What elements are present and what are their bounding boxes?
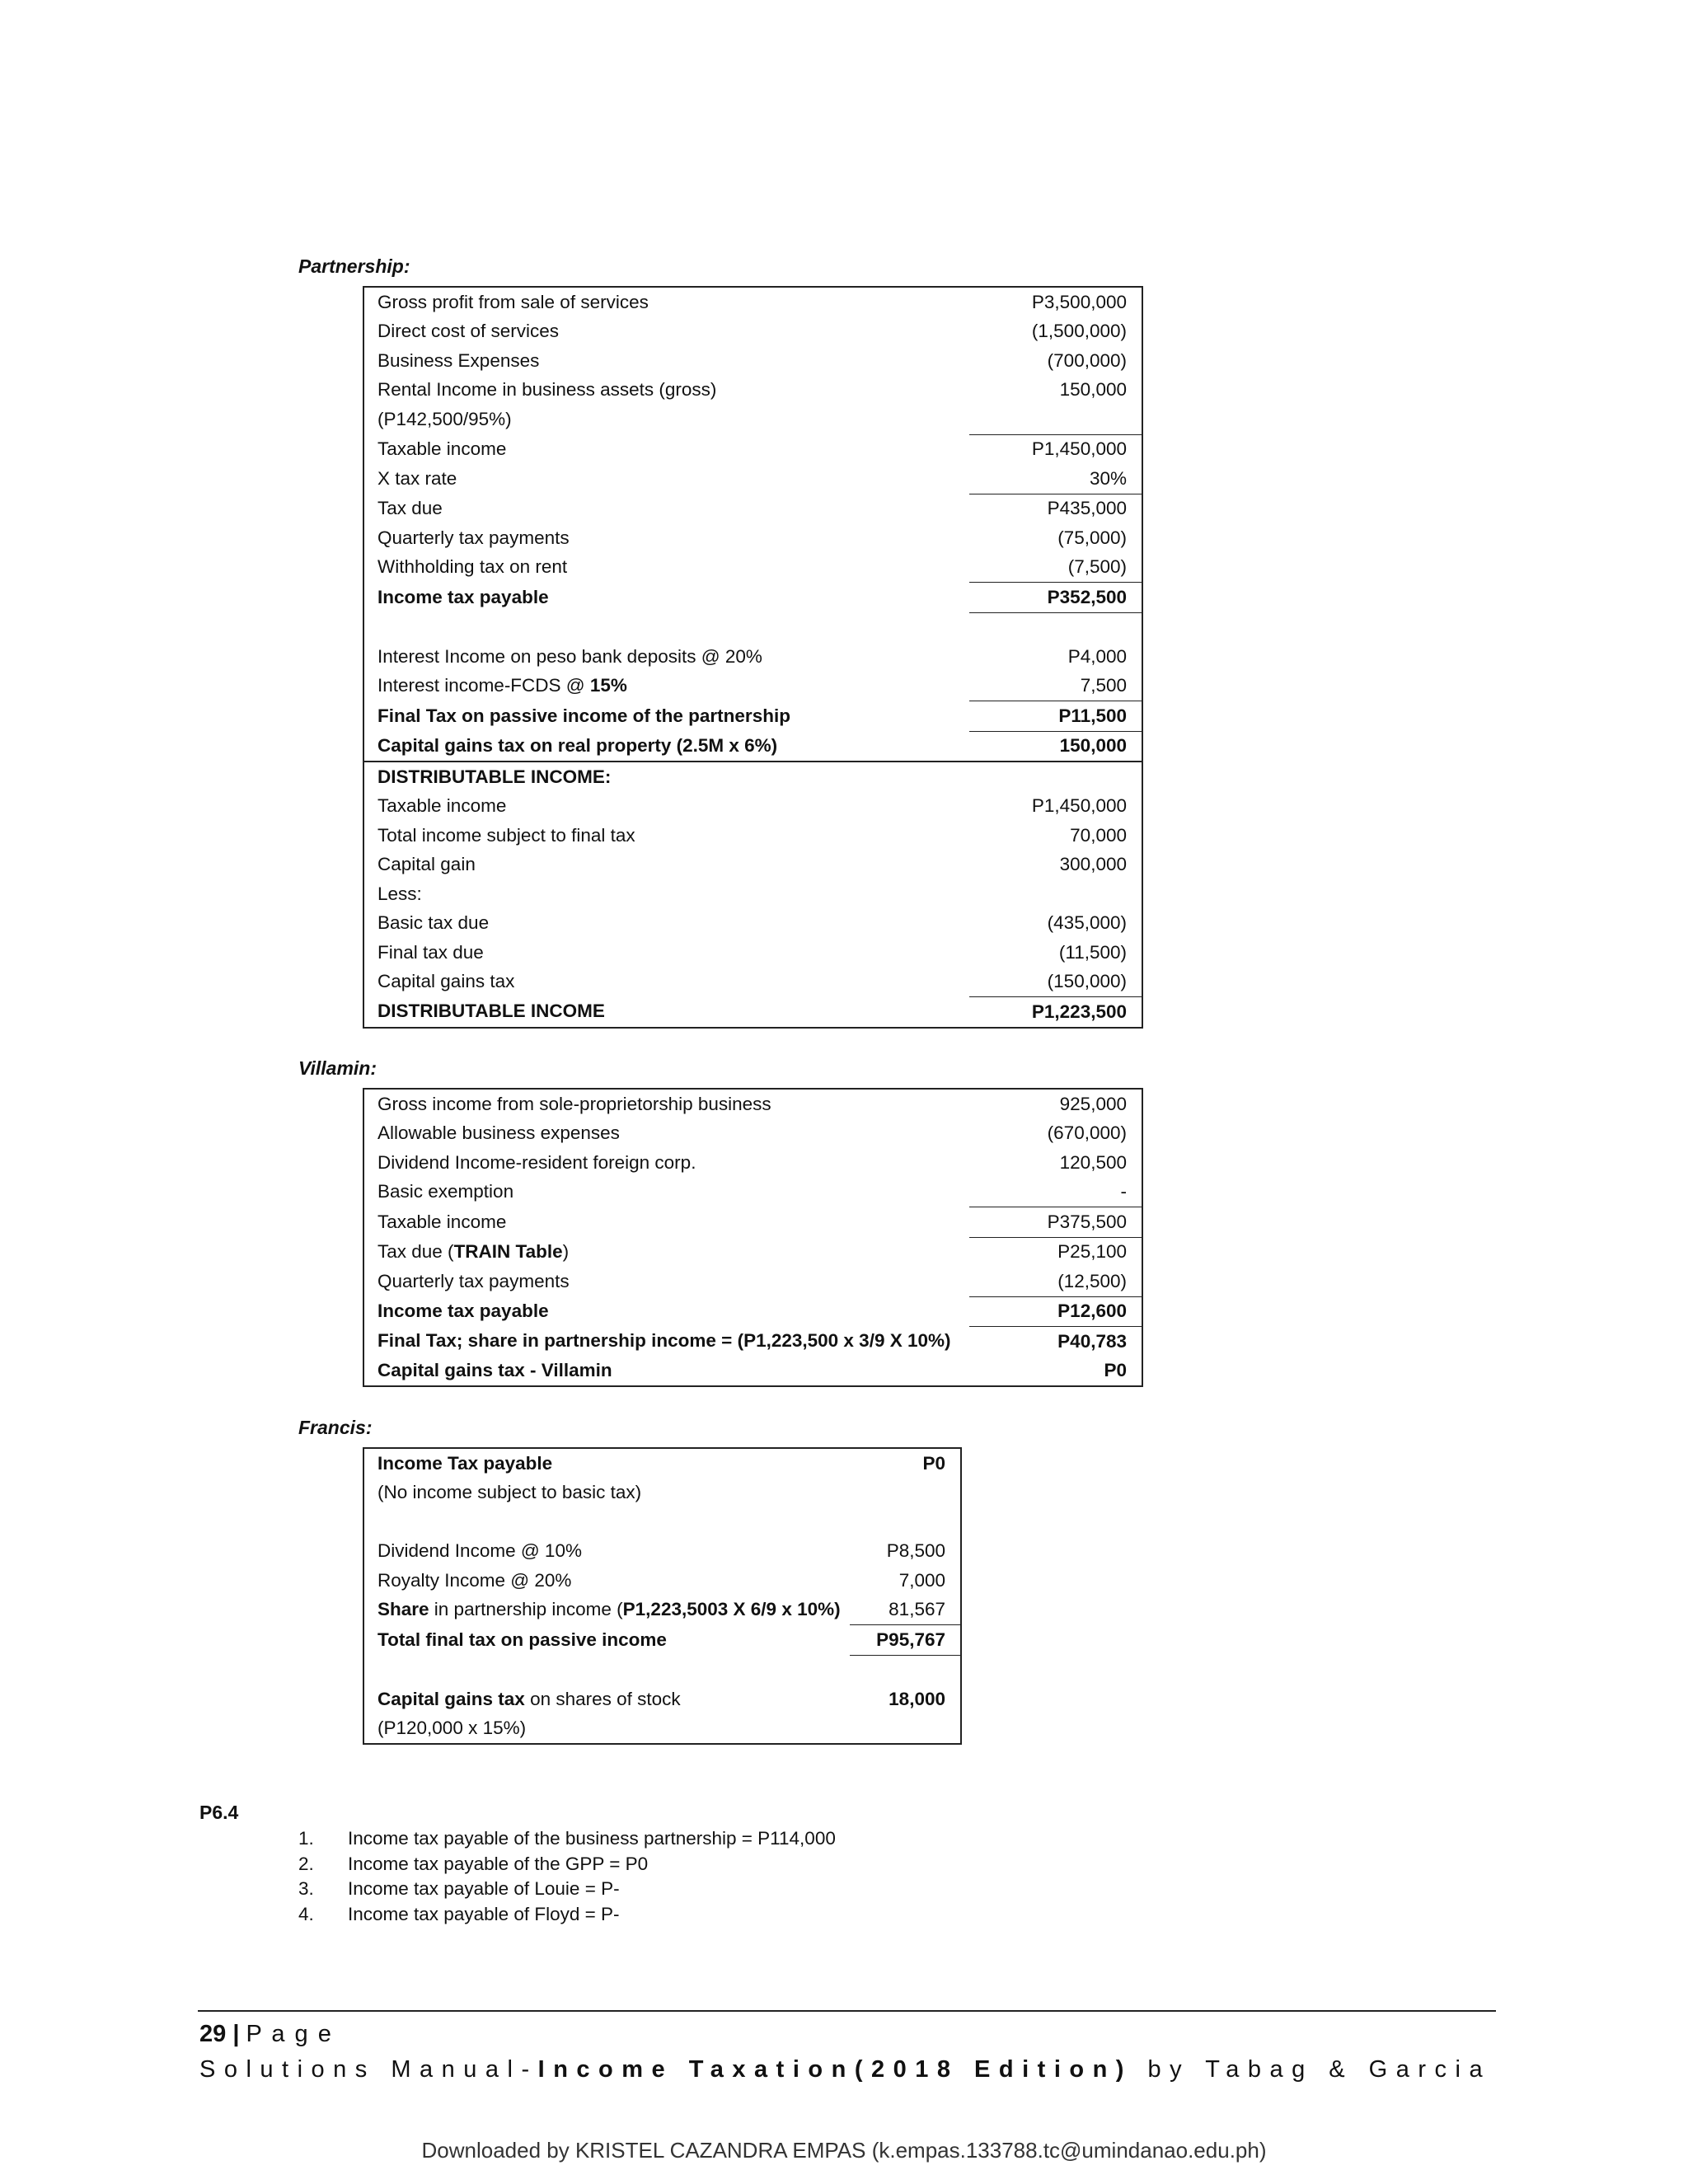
table-row: Capital gain 300,000 [377, 854, 1127, 874]
table-row: Quarterly tax payments (75,000) [377, 527, 1127, 548]
table-row: Basic tax due (435,000) [377, 912, 1127, 933]
table-row: Taxable income P1,450,000 [363, 434, 1142, 464]
partnership-table [363, 286, 1143, 1029]
table-row: Capital gains tax (150,000) [377, 971, 1127, 992]
table-row: Income tax payable P352,500 [363, 583, 1142, 613]
francis-title: Francis: [298, 1417, 373, 1438]
table-row: Gross income from sole-proprietorship business 925,000 [377, 1093, 1127, 1114]
table-row: Less: [377, 883, 422, 904]
book-title: Solutions Manual-Income Taxation(2018 Edition) by Tabag & Garcia [199, 2056, 1492, 2083]
table-row [363, 1655, 961, 1685]
table-row: Final Tax; share in partnership income = (P1,223,500 x 3/9 X 10%) P40,783 [363, 1327, 1142, 1357]
list-item: 4. Income tax payable of Floyd = P- [298, 1903, 620, 1924]
table-row: Interest income-FCDS @ 15% 7,500 [377, 675, 1127, 696]
table-row: Share in partnership income (P1,223,5003 X 6/9 x 10%) 81,567 [377, 1599, 945, 1620]
table-row: Final Tax on passive income of the partnership P11,500 [363, 701, 1142, 732]
table-row: Tax due (TRAIN Table) P25,100 [363, 1237, 1142, 1267]
table-row: Basic exemption - [377, 1181, 1127, 1202]
table-row: Quarterly tax payments (12,500) [377, 1270, 1127, 1291]
table-row: X tax rate 30% [377, 467, 1127, 489]
table-row: (P142,500/95%) [377, 408, 512, 429]
table-row: Withholding tax on rent (7,500) [377, 556, 1127, 578]
table-row: Capital gains tax - Villamin P0 [377, 1360, 1127, 1380]
table-row: Capital gains tax on shares of stock 18,000 [377, 1688, 945, 1709]
table-row: Business Expenses (700,000) [377, 349, 1127, 371]
table-row: Direct cost of services (1,500,000) [377, 321, 1127, 341]
table-row: (P120,000 x 15%) [377, 1718, 527, 1738]
page-number: 29 | P a g e [199, 2021, 333, 2047]
table-row: Final tax due (11,500) [377, 941, 1127, 963]
list-item: 3. Income tax payable of Louie = P- [298, 1878, 620, 1899]
table-row: Dividend Income @ 10% P8,500 [377, 1540, 945, 1561]
table-row: Allowable business expenses (670,000) [377, 1122, 1127, 1143]
table-row [363, 612, 1142, 642]
table-row: Total income subject to final tax 70,000 [377, 824, 1127, 846]
villamin-title: Villamin: [298, 1057, 377, 1079]
footer-divider [198, 2010, 1496, 2012]
table-row: Income Tax payable P0 [377, 1452, 945, 1474]
table-row: Taxable income P1,450,000 [377, 795, 1127, 816]
table-row: Tax due P435,000 [363, 494, 1142, 523]
table-row [363, 1507, 961, 1537]
problem-label: P6.4 [199, 1802, 239, 1823]
table-row: Capital gains tax on real property (2.5M x 6%) 150,000 [363, 731, 1142, 762]
table-row: DISTRIBUTABLE INCOME: [363, 762, 1142, 792]
table-row: Total final tax on passive income P95,767 [363, 1625, 961, 1656]
list-item: 1. Income tax payable of the business partnership = P114,000 [298, 1828, 836, 1849]
download-note: Downloaded by KRISTEL CAZANDRA EMPAS (k.empas.133788.tc@umindanao.edu.ph) [421, 2138, 1267, 2163]
table-row: Income tax payable P12,600 [363, 1296, 1142, 1327]
partnership-title: Partnership: [298, 255, 410, 277]
answer-list [298, 1828, 836, 1929]
francis-table [363, 1447, 962, 1745]
table-row: Interest Income on peso bank deposits @ 20% P4,000 [377, 645, 1127, 667]
table-row: Royalty Income @ 20% 7,000 [377, 1569, 945, 1591]
table-row: Gross profit from sale of services P3,500,000 [377, 291, 1127, 312]
table-row: Taxable income P375,500 [363, 1207, 1142, 1238]
table-row: (No income subject to basic tax) [377, 1482, 642, 1502]
table-row: Dividend Income-resident foreign corp. 120,500 [377, 1151, 1127, 1173]
list-item: 2. Income tax payable of the GPP = P0 [298, 1853, 649, 1874]
table-row: Rental Income in business assets (gross) 150,000 [377, 379, 1127, 400]
villamin-table [363, 1088, 1143, 1387]
table-row: DISTRIBUTABLE INCOME P1,223,500 [363, 997, 1142, 1028]
